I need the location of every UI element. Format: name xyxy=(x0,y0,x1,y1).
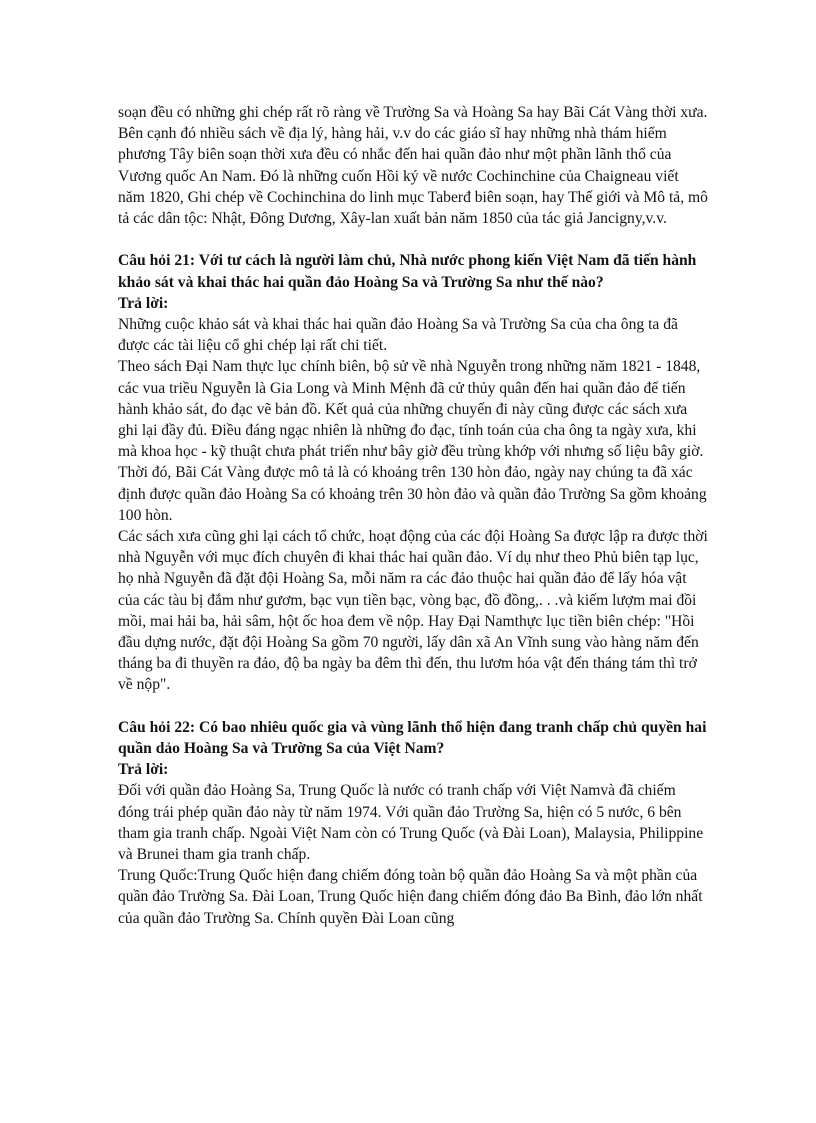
section-spacer xyxy=(118,229,708,250)
question-21-heading: Câu hỏi 21: Với tư cách là người làm chủ, Nhà nước phong kiến Việt Nam đã tiến hành khảo sát và khai thác hai quần đảo Hoàng Sa và Trường Sa như thế nào? xyxy=(118,252,697,291)
answer-21-paragraph-1: Những cuộc khảo sát và khai thác hai quần đảo Hoàng Sa và Trường Sa của cha ông ta đã được các tài liệu cổ ghi chép lại rất chi tiết. xyxy=(118,316,678,355)
answer-21-paragraph-2: Theo sách Đại Nam thực lục chính biên, bộ sử về nhà Nguyễn trong những năm 1821 - 1848, các vua triều Nguyễn là Gia Long và Minh Mệnh đã cử thủy quân đến hai quần đảo để tiến hành khảo sát, đo đạc vẽ bản đồ. Kết quả của những chuyến đi này cũng được các sách xưa ghi lại đầy đủ. Điều đáng ngạc nhiên là những đo đạc, tính toán của cha ông ta ngày xưa, khi mà khoa học - kỹ thuật chưa phát triển như bây giờ đều trùng khớp với nhưng số liệu bây giờ. Thời đó, Bãi Cát Vàng được mô tả là có khoảng trên 130 hòn đảo, ngày nay chúng ta đã xác định được quần đảo Hoàng Sa có khoảng trên 30 hòn đảo và quần đảo Trường Sa gồm khoảng 100 hòn. xyxy=(118,358,707,524)
answer-22-paragraph-1: Đối với quần đảo Hoàng Sa, Trung Quốc là nước có tranh chấp với Việt Namvà đã chiếm đóng trái phép quần đảo này từ năm 1974. Với quần đảo Trường Sa, hiện có 5 nước, 6 bên tham gia tranh chấp. Ngoài Việt Nam còn có Trung Quốc (và Đài Loan), Malaysia, Philippine và Brunei tham gia tranh chấp. xyxy=(118,782,704,864)
answer-22-paragraph-2: Trung Quốc:Trung Quốc hiện đang chiếm đóng toàn bộ quần đảo Hoàng Sa và một phần của quần đảo Trường Sa. Đài Loan, Trung Quốc hiện đang chiếm đóng đảo Ba Bình, đảo lớn nhất của quần đảo Trường Sa. Chính quyền Đài Loan cũng xyxy=(118,867,703,927)
answer-21-label: Trả lời: xyxy=(118,294,169,312)
document-page xyxy=(118,102,708,929)
answer-22-label: Trả lời: xyxy=(118,761,169,779)
question-22-section xyxy=(118,717,708,929)
question-21-section xyxy=(118,250,708,695)
question-22-heading: Câu hỏi 22: Có bao nhiêu quốc gia và vùng lãnh thổ hiện đang tranh chấp chủ quyền hai quần dảo Hoàng Sa và Trường Sa của Việt Nam? xyxy=(118,718,707,758)
intro-paragraph: soạn đều có những ghi chép rất rõ ràng về Trường Sa và Hoàng Sa hay Bãi Cát Vàng thời xưa. Bên cạnh đó nhiều sách về địa lý, hàng hải, v.v do các giáo sĩ hay những nhà thám hiểm phương Tây biên soạn thời xưa đều có nhắc đến hai quần đảo như một phần lãnh thổ của Vương quốc An Nam. Đó là những cuốn Hồi ký về nước Cochinchine của Chaigneau viết năm 1820, Ghi chép về Cochinchina do linh mục Taberđ biên soạn, hay Thế giới và Mô tả, mô tả các dân tộc: Nhật, Đông Dương, Xây-lan xuất bản năm 1850 của tác giả Jancigny,v.v. xyxy=(118,104,708,228)
answer-21-paragraph-3: Các sách xưa cũng ghi lại cách tổ chức, hoạt động của các đội Hoàng Sa được lập ra được thời nhà Nguyễn với mục đích chuyên đi khai thác hai quần đảo. Ví dụ như theo Phủ biên tạp lục, họ nhà Nguyễn đã đặt đội Hoàng Sa, mỗi năm ra các đảo thuộc hai quần đảo để lấy hóa vật của các tàu bị đắm như gươm, bạc vụn tiền bạc, vòng bạc, đồ đồng,. . .và kiếm lượm mai đồi mồi, mai hải ba, hải sâm, hột ốc hoa đem về nộp. Hay Đại Namthực lục tiền biên chép: "Hồi đầu dựng nước, đặt đội Hoàng Sa gồm 70 người, lấy dân xã An Vĩnh sung vào hàng năm đến tháng ba đi thuyền ra đảo, độ ba ngày ba đêm thì đến, thu lươm hóa vật đến tháng tám thì trở về nộp". xyxy=(118,528,708,694)
section-spacer xyxy=(118,696,708,717)
